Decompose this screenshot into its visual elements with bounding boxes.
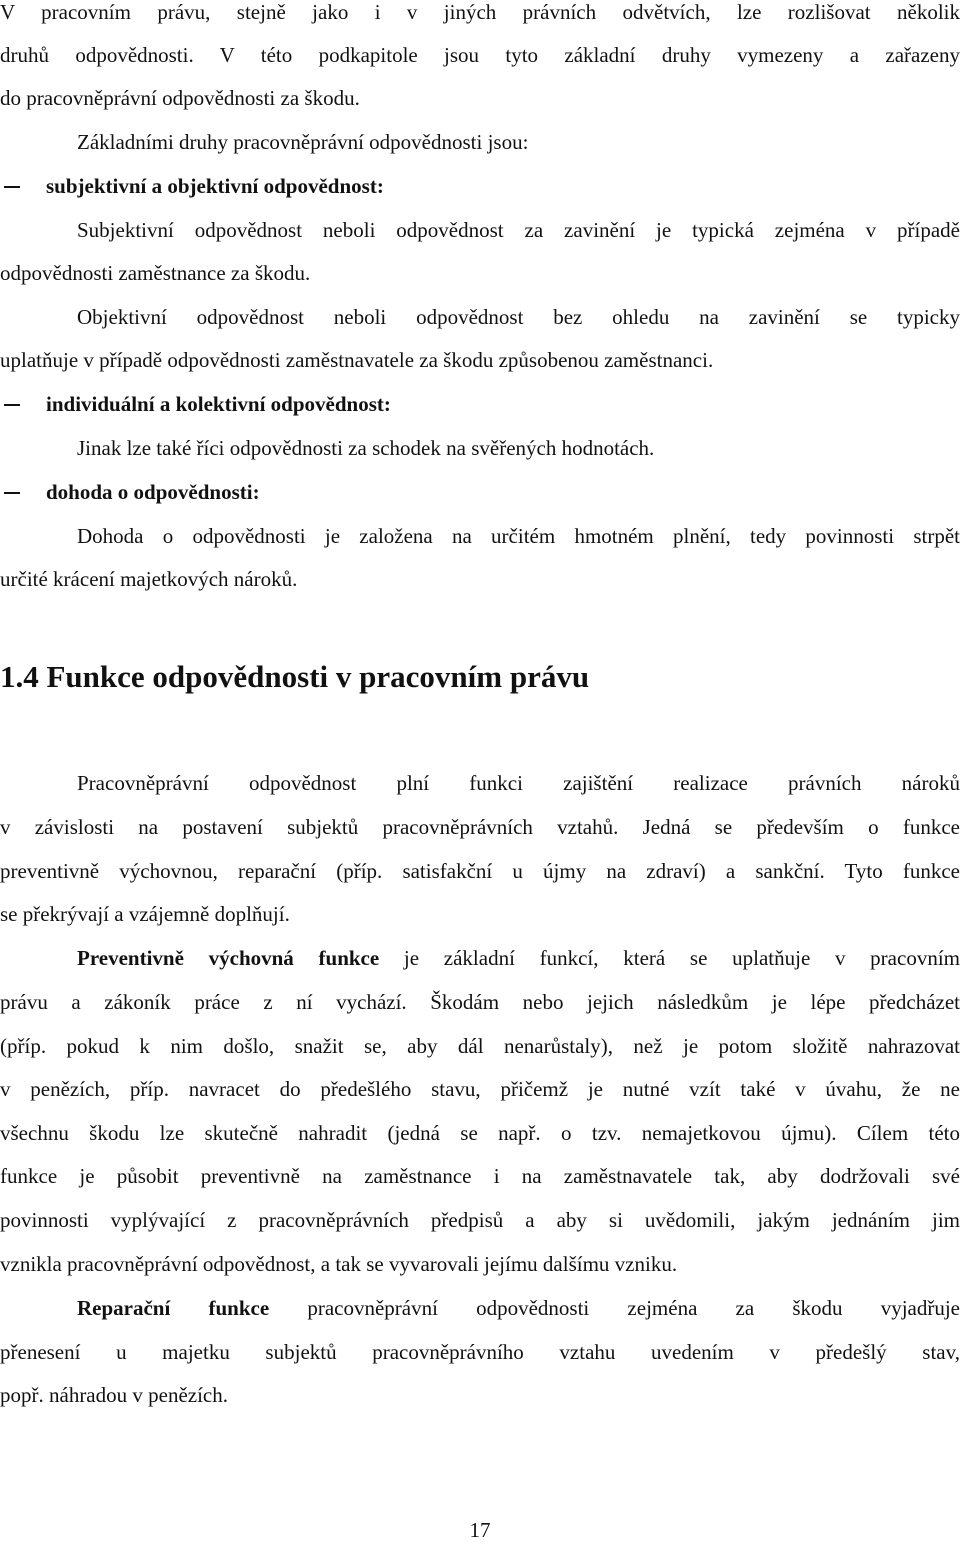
preventive-line-8: vznikla pracovněprávní odpovědnost, a tak se vyvarovali jejímu dalšímu vzniku. (0, 1252, 678, 1276)
line-text: pracovněprávní odpovědnosti zejména za škodu vyjadřuje (269, 1296, 960, 1320)
preventive-line-4: v penězích, příp. navracet do předešlého stavu, přičemž je nutné vzít také v úvahu, že ne (0, 1077, 960, 1101)
reparation-line-3: popř. náhradou v penězích. (0, 1383, 228, 1407)
functions-line-1: Pracovněprávní odpovědnost plní funkci zajištění realizace právních nároků (77, 771, 960, 795)
list-1-line-3: Objektivní odpovědnost neboli odpovědnost bez ohledu na zavinění se typicky (77, 305, 960, 329)
list-term: dohoda o odpovědnosti: (46, 480, 260, 504)
preventive-line-6: funkce je působit preventivně na zaměstnance i na zaměstnavatele tak, aby dodržovali své (0, 1164, 960, 1188)
preventive-line-7: povinnosti vyplývající z pracovněprávních předpisů a aby si uvědomili, jakým jednáním jim (0, 1208, 960, 1232)
preventive-line-5: všechnu škodu lze skutečně nahradit (jedná se např. o tzv. nemajetkovou újmu). Cílem této (0, 1121, 960, 1145)
functions-line-2: v závislosti na postavení subjektů pracovněprávních vztahů. Jedná se především o funkce (0, 815, 960, 839)
bold-term: Preventivně výchovná funkce (77, 946, 380, 970)
list-3-line-1: Dohoda o odpovědnosti je založena na určitém hmotném plnění, tedy povinnosti strpět (77, 524, 960, 548)
intro-line-2: druhů odpovědnosti. V této podkapitole jsou tyto základní druhy vymezeny a zařazeny (0, 43, 960, 67)
preventive-line-2: právu a zákoník práce z ní vychází. Škodám nebo jejich následkům je lépe předcházet (0, 990, 960, 1014)
list-term: subjektivní a objektivní odpovědnost: (46, 174, 384, 198)
reparation-line-2: přenesení u majetku subjektů pracovněprávního vztahu uvedením v předešlý stav, (0, 1340, 960, 1364)
list-2-line-1: Jinak lze také říci odpovědnosti za schodek na svěřených hodnotách. (77, 436, 655, 460)
preventive-line-3: (příp. pokud k nim došlo, snažit se, aby dál nenarůstaly), než je potom složitě nahrazovat (0, 1034, 960, 1058)
dash-bullet-icon (4, 492, 20, 494)
intro-line-3: do pracovněprávní odpovědnosti za škodu. (0, 86, 360, 110)
functions-line-3: preventivně výchovnou, reparační (příp. satisfakční u újmy na zdraví) a sankční. Tyto funkce (0, 859, 960, 883)
list-term: individuální a kolektivní odpovědnost: (46, 392, 391, 416)
list-3-line-2: určité krácení majetkových nároků. (0, 567, 298, 591)
page-number: 17 (469, 1518, 491, 1542)
preventive-line-1 (0, 943, 960, 973)
dash-bullet-icon (4, 404, 20, 406)
list-1-line-4: uplatňuje v případě odpovědnosti zaměstnavatele za škodu způsobenou zaměstnanci. (0, 348, 714, 372)
list-item-individual-collective (0, 389, 960, 419)
list-item-liability-agreement (0, 477, 960, 507)
list-1-line-2: odpovědnosti zaměstnance za škodu. (0, 261, 311, 285)
dash-bullet-icon (4, 186, 20, 188)
intro-line-4: Základními druhy pracovněprávní odpovědnosti jsou: (77, 130, 529, 154)
reparation-line-1 (0, 1293, 960, 1323)
intro-line-1: V pracovním právu, stejně jako i v jiných právních odvětvích, lze rozlišovat několik (0, 0, 960, 24)
line-text: je základní funkcí, která se uplatňuje v pracovním (379, 946, 960, 970)
list-1-line-1: Subjektivní odpovědnost neboli odpovědnost za zavinění je typická zejména v případě (77, 218, 960, 242)
bold-term: Reparační funkce (77, 1296, 270, 1320)
functions-line-4: se překrývají a vzájemně doplňují. (0, 902, 290, 926)
section-heading: 1.4 Funkce odpovědnosti v pracovním právu (0, 659, 590, 694)
list-item-subjective-objective (0, 171, 960, 201)
